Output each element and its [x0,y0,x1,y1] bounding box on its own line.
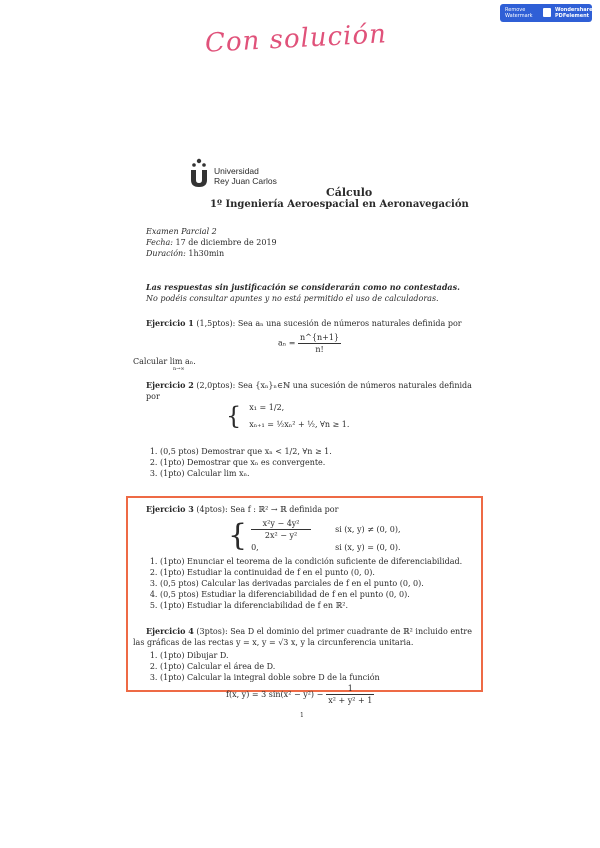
ex2-text: Sea {xₙ}ₙ∈ℕ una sucesión de números naturales definida por [146,381,472,401]
university-name-line2: Rey Juan Carlos [214,176,277,186]
ex2-system [226,402,349,430]
ex1-ask: Calcular lim aₙ. [133,357,196,366]
ex4-statement [146,626,478,637]
duration-label: Duración: [146,249,186,258]
ex3-case1-fraction [251,518,311,541]
university-name [214,166,277,186]
ex4-item: 1. (1pto) Dibujar D. [160,650,476,661]
ex1-denominator: n! [315,345,324,354]
ex1-formula-lhs: aₙ = [278,338,296,348]
ex3-case1-cond: si (x, y) ≠ (0, 0), [335,525,401,534]
ex4-func-den: x² + y² + 1 [328,696,373,705]
ex2-items [146,446,476,479]
ex4-item: 2. (1pto) Calcular el área de D. [160,661,476,672]
ex4-items [146,650,476,683]
ex4-func-num: 1 [326,683,374,695]
ex4-text2: las gráficas de las rectas y = x, y = √3 x, y la circunferencia unitaria. [133,638,414,647]
exam-meta [146,226,277,259]
exam-label: Examen Parcial 2 [146,227,217,236]
ex3-item: 1. (1pto) Enunciar el teorema de la condición suficiente de diferenciabilidad. [160,556,476,567]
ex3-case1-den: 2x² − y² [264,531,298,540]
ex1-numerator: n^{n+1} [300,333,340,342]
ex1-formula [278,332,341,355]
ex4-heading: Ejercicio 4 [146,626,194,636]
ex3-item: 5. (1pto) Estudiar la diferenciabilidad de f en ℝ². [160,600,476,611]
ex1-statement [146,318,486,329]
ex3-points: (4ptos): [196,505,228,514]
ex2-sys-line1: x₁ = 1/2, [249,403,285,412]
ex4-func-lhs: f(x, y) = 3 sin(x² − y²) − [226,690,324,699]
ex3-piecewise [228,518,401,553]
ex4-item: 3. (1pto) Calcular la integral doble sobre D de la función [160,672,476,683]
course-title: Cálculo [326,186,373,199]
warning-line2: No podéis consultar apuntes y no está permitido el uso de calculadoras. [146,294,439,303]
date-label: Fecha: [146,238,173,247]
watermark-badge[interactable] [500,4,592,22]
watermark-remove-label: Remove Watermark [505,7,533,19]
ex3-item: 4. (0,5 ptos) Estudiar la diferenciabilidad de f en el punto (0, 0). [160,589,476,600]
ex3-item: 3. (0,5 ptos) Calcular las derivadas parciales de f en el punto (0, 0). [160,578,476,589]
ex1-heading: Ejercicio 1 [146,318,194,328]
handwritten-note: Con solución [204,19,388,59]
ex4-func-fraction [326,683,374,706]
ex3-brace: { [228,517,248,553]
warnings [146,282,460,304]
ex1-text: Sea aₙ una sucesión de números naturales definida por [237,319,462,328]
degree-title: 1º Ingeniería Aeroespacial en Aeronavegación [210,199,469,210]
ex3-heading: Ejercicio 3 [146,504,194,514]
ex2-points: (2,0ptos): [196,381,236,390]
ex1-lim-sub: n→∞ [173,366,185,372]
ex3-items [146,556,476,611]
ex2-item: 2. (1pto) Demostrar que xₙ es convergente. [160,457,476,468]
ex3-case2-cond: si (x, y) = (0, 0). [335,543,401,552]
ex2-item: 3. (1pto) Calcular lim xₙ. [160,468,476,479]
ex2-statement [146,380,482,402]
warning-line1: Las respuestas sin justificación se considerarán como no contestadas. [146,282,460,292]
ex1-question [133,356,196,372]
ex4-text1: Sea D el dominio del primer cuadrante de ℝ² incluido entre [230,627,472,636]
ex1-points: (1,5ptos): [196,319,236,328]
ex3-case2-val: 0, [251,543,259,552]
duration-value: 1h30min [188,249,225,258]
date-value: 17 de diciembre de 2019 [175,238,277,247]
page-number: 1 [300,712,304,719]
watermark-brand-label: Wondershare PDFelement [555,7,593,19]
university-name-line1: Universidad [214,166,259,176]
ex4-points: (3ptos): [196,627,228,636]
ex1-fraction [298,332,341,355]
ex2-brace: { [226,402,242,430]
pdfelement-logo-icon [543,8,551,17]
ex3-item: 2. (1pto) Estudiar la continuidad de f en el punto (0, 0). [160,567,476,578]
ex2-heading: Ejercicio 2 [146,380,194,390]
ex3-case1-num: x²y − 4y² [251,518,311,530]
ex4-function [226,683,374,706]
ex3-statement [146,504,476,515]
ex3-text: Sea f : ℝ² → ℝ definida por [230,505,339,514]
university-logo-icon [189,158,209,188]
ex2-item: 1. (0,5 ptos) Demostrar que xₙ < 1/2, ∀n ≥ 1. [160,446,476,457]
ex2-sys-line2: xₙ₊₁ = ½xₙ² + ½, ∀n ≥ 1. [249,420,350,429]
